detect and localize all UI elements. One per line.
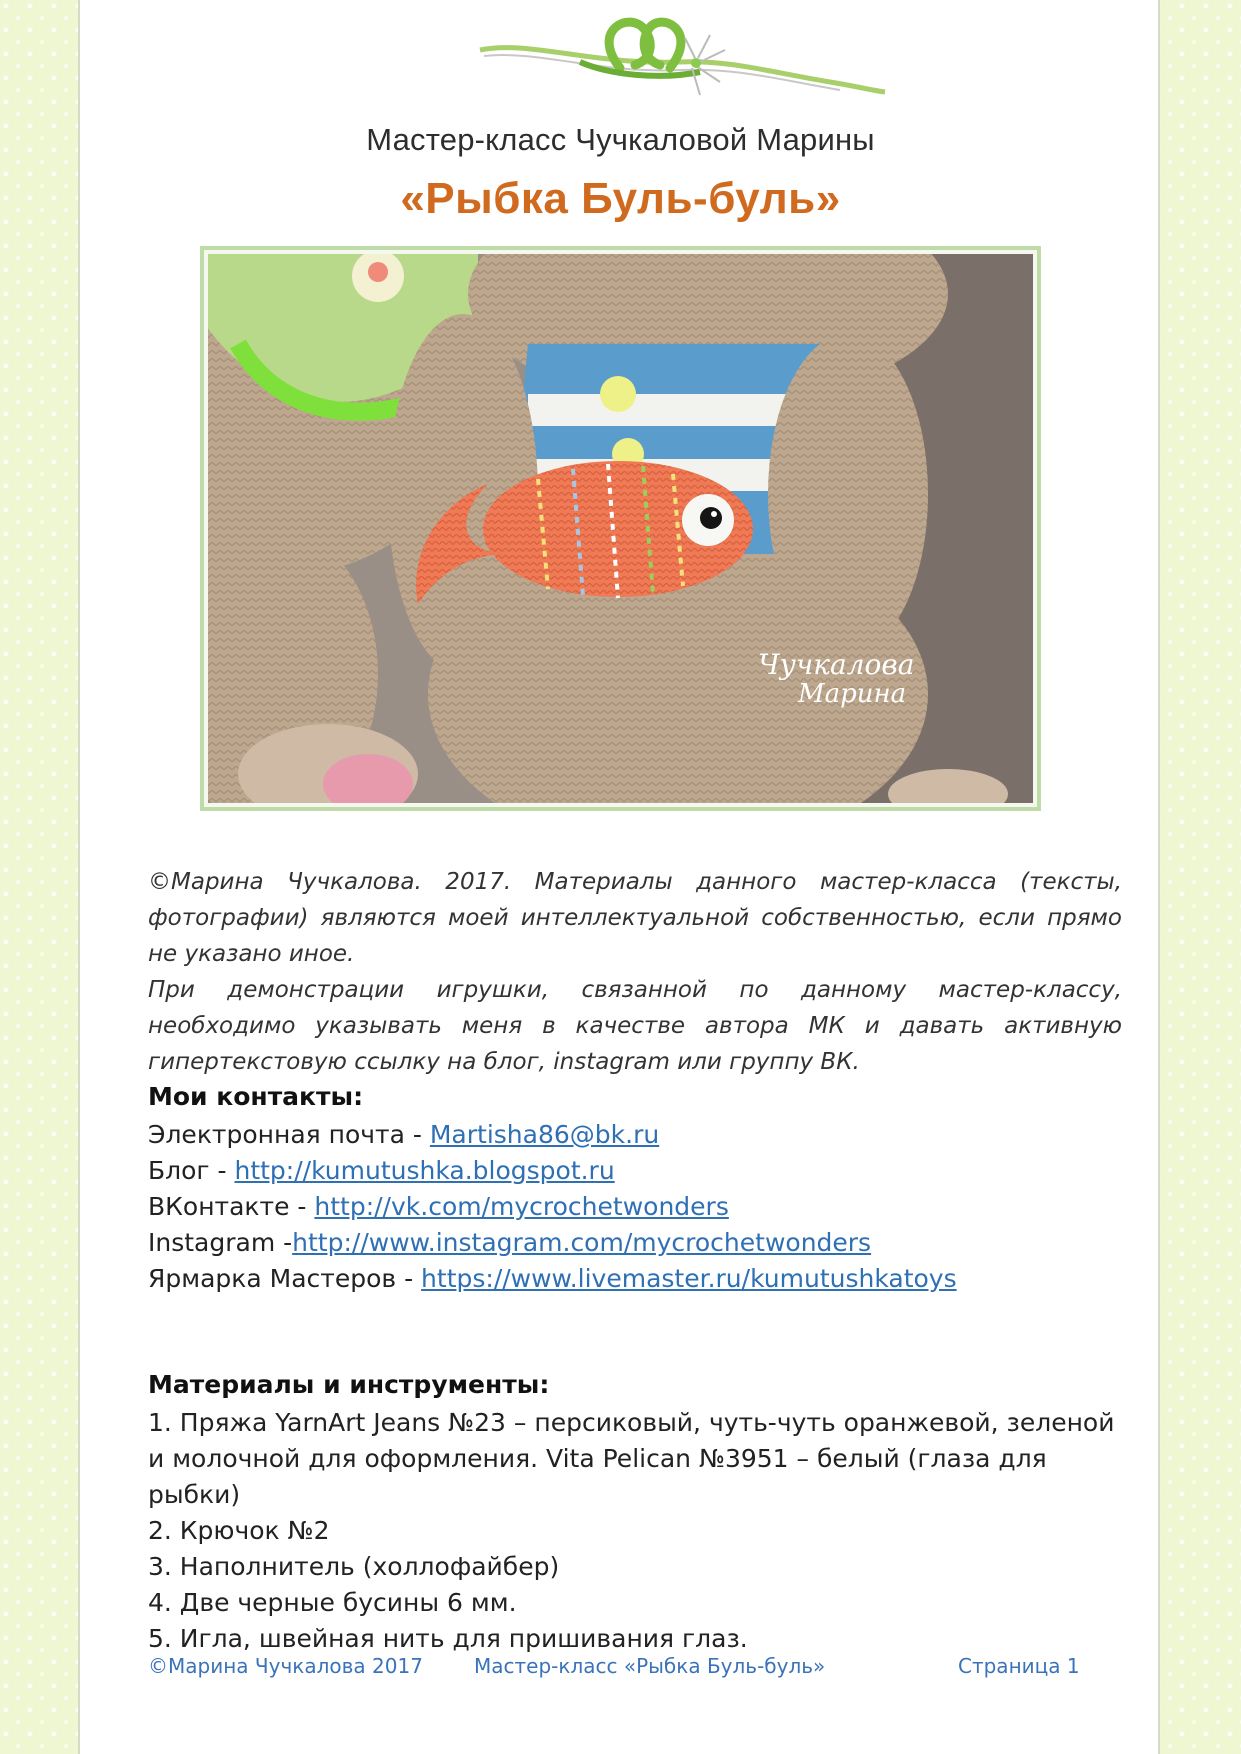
contacts-list [148, 1117, 1122, 1297]
copyright-paragraph-1: ©Марина Чучкалова. 2017. Материалы данного мастер-класса (тексты, фотографии) являются моей интеллектуальной собственностью, если прямо не указано иное. [148, 869, 1122, 967]
copyright-notice [148, 864, 1122, 1080]
material-item: 5. Игла, швейная нить для пришивания глаз. [148, 1624, 748, 1653]
contact-email [148, 1117, 1122, 1153]
photo-frame [200, 246, 1041, 811]
material-item: 4. Две черные бусины 6 мм. [148, 1588, 517, 1617]
contact-blog-label: Блог - [148, 1156, 235, 1185]
contact-email-label: Электронная почта - [148, 1120, 430, 1149]
contact-instagram [148, 1225, 1122, 1261]
footer-copyright: ©Марина Чучкалова 2017 [148, 1654, 423, 1678]
contact-blog [148, 1153, 1122, 1189]
contact-livemaster [148, 1261, 1122, 1297]
footer-title: Мастер-класс «Рыбка Буль-буль» [474, 1654, 826, 1678]
material-item: 2. Крючок №2 [148, 1516, 330, 1545]
contact-vk-label: ВКонтакте - [148, 1192, 315, 1221]
contacts-heading: Мои контакты: [148, 1082, 364, 1111]
contact-vk [148, 1189, 1122, 1225]
vk-link[interactable]: http://vk.com/mycrochetwonders [314, 1192, 729, 1221]
crochet-toy-photo [208, 254, 1033, 803]
document-title: «Рыбка Буль-буль» [400, 174, 841, 223]
heart-lace-logo [470, 10, 890, 115]
copyright-paragraph-2: При демонстрации игрушки, связанной по данному мастер-классу, необходимо указывать меня в качестве автора МК и давать активную гипертекстовую ссылку на блог, instagram или группу ВК. [148, 977, 1122, 1075]
contact-livemaster-label: Ярмарка Мастеров - [148, 1264, 422, 1293]
materials-heading: Материалы и инструменты: [148, 1370, 550, 1399]
watermark-line1: Чучкалова [758, 648, 915, 681]
footer-page-number: Страница 1 [958, 1654, 1080, 1678]
email-link[interactable]: Martisha86@bk.ru [429, 1120, 660, 1149]
instagram-link[interactable]: http://www.instagram.com/mycrochetwonders [292, 1228, 872, 1257]
document-subtitle: Мастер-класс Чучкаловой Марины [366, 122, 875, 157]
livemaster-link[interactable]: https://www.livemaster.ru/kumutushkatoys [421, 1264, 957, 1293]
blog-link[interactable]: http://kumutushka.blogspot.ru [234, 1156, 615, 1185]
material-item: 3. Наполнитель (холлофайбер) [148, 1552, 560, 1581]
materials-list [148, 1405, 1122, 1657]
contact-instagram-label: Instagram - [148, 1228, 293, 1257]
material-item: 1. Пряжа YarnArt Jeans №23 – персиковый, чуть-чуть оранжевой, зеленой и молочной для оформления. Vita Pelican №3951 – белый (глаза для рыбки) [148, 1408, 1115, 1509]
watermark-line2: Марина [798, 679, 907, 709]
